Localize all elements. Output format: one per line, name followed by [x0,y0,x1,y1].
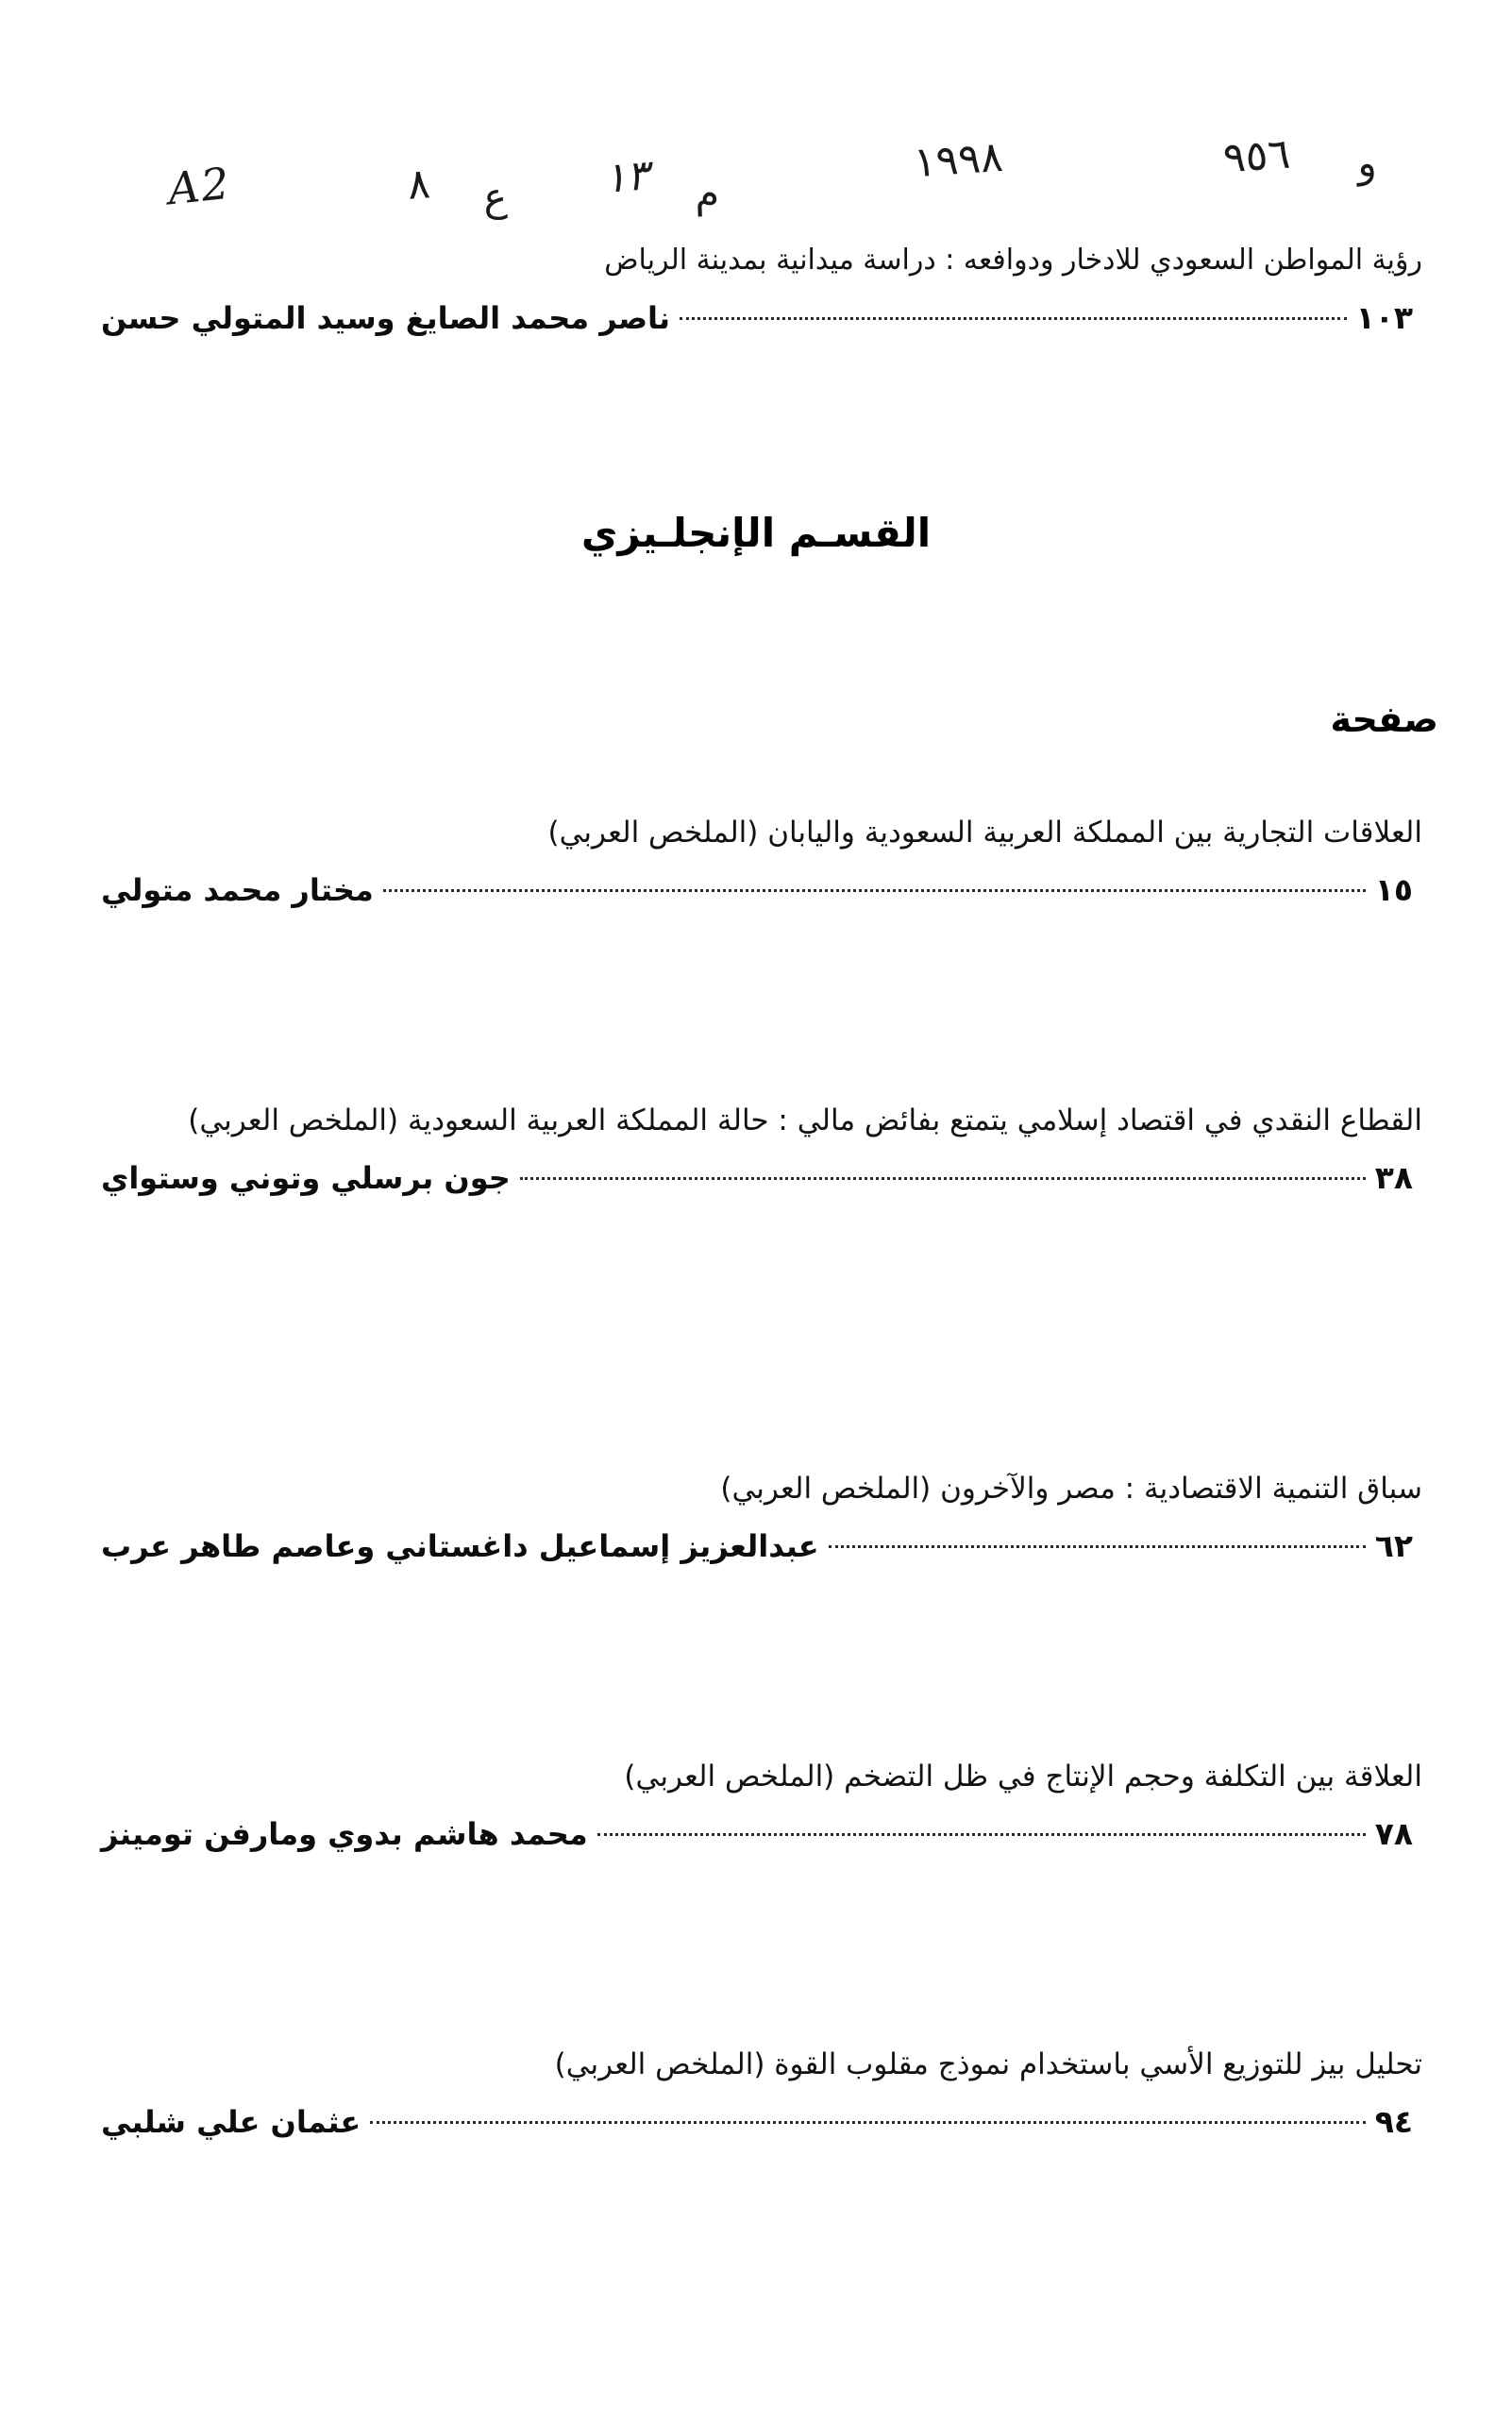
toc-entry-authors: عبدالعزيز إسماعيل داغستاني وعاصم طاهر عرب [101,1528,819,1565]
toc-entry-title: سباق التنمية الاقتصادية : مصر والآخرون (الملخص العربي) [720,1472,1422,1506]
toc-entry-page: ٣٨ [1374,1159,1413,1197]
handwritten-call-number: A2 [165,157,234,215]
toc-entry-page: ١٠٣ [1355,298,1413,336]
toc-entry-authors: مختار محمد متولي [101,872,374,909]
toc-entry-title: رؤية المواطن السعودي للادخار ودوافعه : دراسة ميدانية بمدينة الرياض [604,244,1422,277]
toc-entry-title: تحليل بيز للتوزيع الأسي باستخدام نموذج مقلوب القوة (الملخص العربي) [554,2047,1422,2081]
handwritten-year: ١٩٩٨ [912,132,1005,188]
column-header-page: صفحة [1330,699,1438,740]
toc-entry-authorline [90,1159,1422,1196]
handwritten-waw: و [1355,139,1378,187]
toc-entry-authors: جون برسلي وتوني وستواي [101,1160,511,1197]
toc-entry-page: ٦٢ [1374,1527,1413,1565]
leader-dots [370,2121,1365,2124]
toc-entry-authorline [90,871,1422,908]
leader-dots [829,1545,1366,1548]
toc-entry [90,1095,1422,1196]
leader-dots [597,1833,1366,1836]
toc-entry-authorline [90,1815,1422,1852]
handwritten-volume-number: ١٣ [601,151,651,203]
toc-entry-authors: ناصر محمد الصايغ وسيد المتولي حسن [101,299,671,336]
toc-entry-title: العلاقات التجارية بين المملكة العربية السعودية واليابان (الملخص العربي) [547,816,1422,850]
handwritten-annotation [0,59,1512,221]
leader-dots [520,1177,1366,1180]
toc-entry-top [90,236,1422,336]
toc-entry [90,807,1422,908]
leader-dots [680,317,1347,320]
toc-entry-page: ٩٤ [1374,2103,1413,2141]
toc-entry-authorline [90,299,1422,336]
section-heading: القسـم الإنجلـيزي [580,510,932,556]
handwritten-serial: ٩٥٦ [1221,129,1292,183]
toc-entry [90,1463,1422,1564]
toc-entry [90,1751,1422,1852]
toc-entry [90,2039,1422,2140]
leader-dots [383,889,1366,892]
toc-entry-authors: عثمان علي شلبي [101,2104,361,2141]
toc-entry-title: القطاع النقدي في اقتصاد إسلامي يتمتع بفائض مالي : حالة المملكة العربية السعودية (الملخص العربي) [188,1103,1422,1137]
toc-entry-authors: محمد هاشم بدوي ومارفن تومينز [101,1816,588,1853]
handwritten-volume-label: م [694,169,720,217]
toc-entry-title: العلاقة بين التكلفة وحجم الإنتاج في ظل التضخم (الملخص العربي) [624,1760,1422,1793]
toc-entry-authorline [90,2103,1422,2140]
handwritten-issue-label: ع [481,173,509,221]
toc-entry-page: ١٥ [1374,871,1413,909]
toc-entry-authorline [90,1527,1422,1564]
toc-entry-page: ٧٨ [1374,1815,1413,1853]
handwritten-issue-number: ٨ [406,160,432,210]
